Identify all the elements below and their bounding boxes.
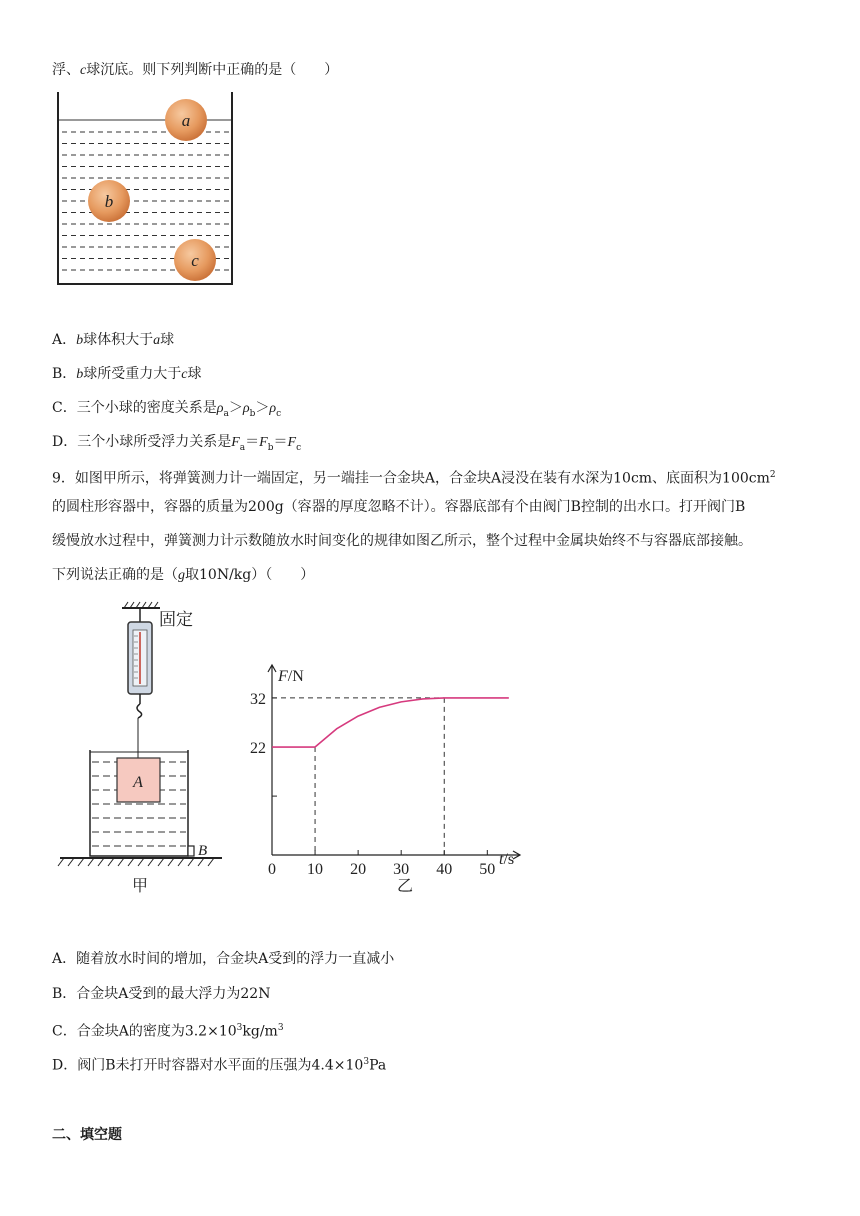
y-tick-label: 32: [250, 690, 266, 708]
svg-text:b: b: [104, 192, 114, 211]
x-tick-label: 10: [307, 861, 324, 878]
q8-option-d: D．三个小球所受浮力关系是$F_a=F_b=F_c$: [52, 434, 302, 453]
series-line: [272, 698, 509, 747]
q9-option-a: A．随着放水时间的增加，合金块A受到的浮力一直减小: [52, 951, 395, 967]
ball-c: [174, 239, 216, 281]
caption-jia: 甲: [131, 878, 149, 895]
x-tick-label: 20: [350, 861, 367, 878]
q9-stem-line3: 缓慢放水过程中，弹簧测力计示数随放水时间变化的规律如图乙所示，整个过程中金属块始终不与容器底部接触。: [52, 533, 752, 549]
svg-text:a: a: [181, 111, 191, 130]
y-tick-label: 22: [250, 740, 266, 758]
q8-option-c: C．三个小球的密度关系是$\rho_a>\rho_b>\rho_c$: [52, 400, 282, 419]
x-tick-label: 30: [393, 861, 410, 878]
caption-yi: 乙: [396, 878, 414, 895]
q8-figure-container: [52, 90, 242, 290]
q8-stem-end: 浮、c球沉底。则下列判断中正确的是（ ）: [52, 62, 339, 78]
q9-figure-yi-chart: [240, 655, 530, 900]
q9-option-c: C．合金块A的密度为$3.2\times 10^3kg/m^3$: [52, 1023, 284, 1040]
x-tick-label: 40: [436, 861, 453, 878]
x-axis-label: t/s: [499, 851, 515, 868]
q8-option-a: A．b球体积大于a球: [52, 332, 175, 348]
q9-stem-line1: 9．如图甲所示，将弹簧测力计一端固定，另一端挂一合金块A，合金块A浸没在装有水深为10cm、底面积为$100cm^2$: [52, 470, 776, 487]
valve-b: [188, 846, 194, 856]
fixed-label: 固定: [159, 610, 193, 629]
svg-text:B: B: [198, 843, 208, 859]
svg-text:A: A: [133, 774, 143, 791]
svg-text:c: c: [191, 251, 199, 270]
x-tick-label: 50: [479, 861, 496, 878]
ball-a: [165, 99, 207, 141]
ball-b: [88, 180, 130, 222]
x-tick-label: 0: [268, 861, 276, 878]
q9-stem-line2: 的圆柱形容器中，容器的质量为200g（容器的厚度忽略不计）。容器底部有个由阀门B控制的出水口。打开阀门B: [52, 499, 746, 515]
q9-option-d: D．阀门B未打开时容器对水平面的压强为$4.4\times 10^3Pa$: [52, 1057, 387, 1074]
q9-stem-line4: 下列说法正确的是（g取10N/kg）（ ）: [52, 567, 315, 583]
section-heading: 二、填空题: [52, 1127, 122, 1143]
y-axis-label: F/N: [278, 668, 304, 685]
q9-option-b: B．合金块A受到的最大浮力为22N: [52, 986, 271, 1002]
q9-figure-jia: [52, 600, 227, 900]
q8-option-b: B．b球所受重力大于c球: [52, 366, 202, 382]
